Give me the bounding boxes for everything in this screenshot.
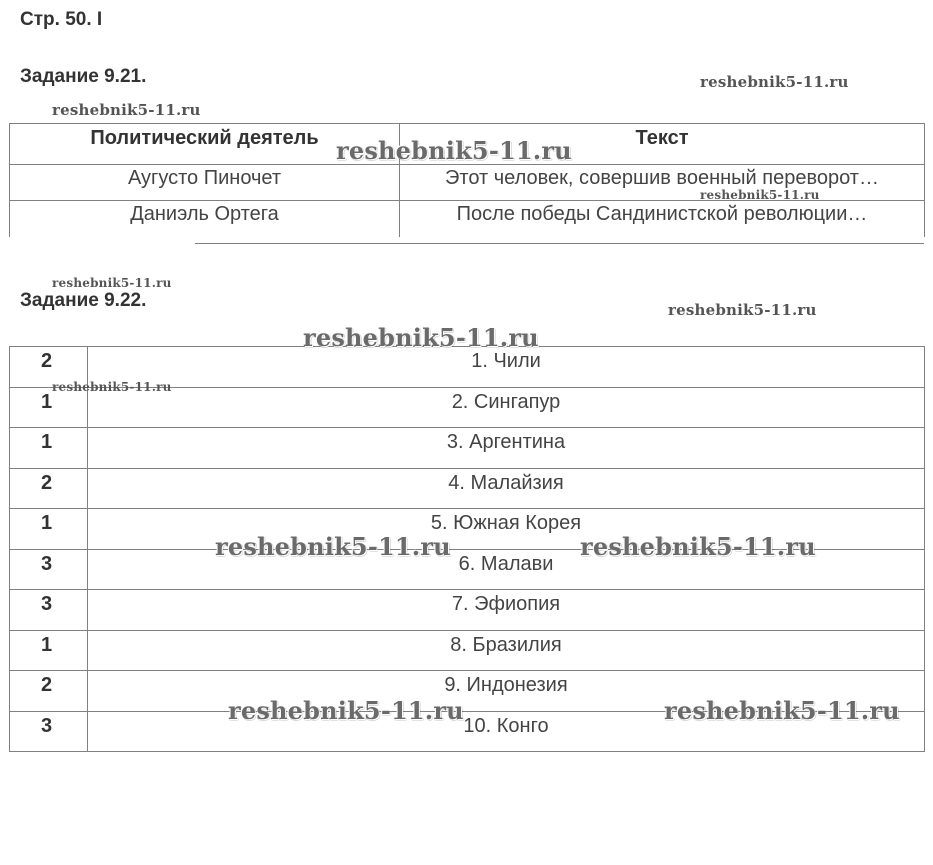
task-9-22-title: Задание 9.22. bbox=[20, 290, 147, 311]
group-number: 2 bbox=[10, 468, 88, 509]
country-name: 7. Эфиопия bbox=[88, 590, 925, 631]
group-number: 3 bbox=[10, 590, 88, 631]
table-row bbox=[10, 165, 925, 201]
politician-cell: Даниэль Ортега bbox=[10, 201, 400, 237]
group-number: 1 bbox=[10, 509, 88, 550]
watermark: reshebnik5-11.ru bbox=[52, 276, 172, 290]
country-name: 3. Аргентина bbox=[88, 428, 925, 469]
country-name: 10. Конго bbox=[88, 711, 925, 752]
watermark: reshebnik5-11.ru bbox=[700, 188, 820, 202]
table-row bbox=[10, 549, 925, 590]
group-number: 3 bbox=[10, 549, 88, 590]
text-cell: Этот человек, совершив военный переворот… bbox=[400, 165, 925, 201]
text-cell: После победы Сандинистской революции… bbox=[400, 201, 925, 237]
country-name: 9. Индонезия bbox=[88, 671, 925, 712]
watermark: reshebnik5-11.ru bbox=[228, 696, 464, 725]
table-row bbox=[10, 671, 925, 712]
group-number: 2 bbox=[10, 671, 88, 712]
column-header-text: Текст bbox=[400, 124, 925, 165]
watermark: reshebnik5-11.ru bbox=[52, 101, 201, 119]
watermark: reshebnik5-11.ru bbox=[303, 323, 539, 352]
group-number: 1 bbox=[10, 387, 88, 428]
group-number: 1 bbox=[10, 428, 88, 469]
task-9-22-table bbox=[9, 346, 925, 752]
task-9-21-title: Задание 9.21. bbox=[20, 66, 147, 87]
table-row bbox=[10, 509, 925, 550]
task-9-21-table bbox=[9, 123, 925, 237]
table-row bbox=[10, 428, 925, 469]
country-name: 6. Малави bbox=[88, 549, 925, 590]
watermark: reshebnik5-11.ru bbox=[668, 301, 817, 319]
table-row bbox=[10, 468, 925, 509]
column-header-politician: Политический деятель bbox=[10, 124, 400, 165]
table-row bbox=[10, 590, 925, 631]
group-number: 3 bbox=[10, 711, 88, 752]
politician-cell: Аугусто Пиночет bbox=[10, 165, 400, 201]
country-name: 2. Сингапур bbox=[88, 387, 925, 428]
country-name: 8. Бразилия bbox=[88, 630, 925, 671]
country-name: 5. Южная Корея bbox=[88, 509, 925, 550]
table-row bbox=[10, 387, 925, 428]
table-bottom-border bbox=[195, 243, 924, 244]
watermark: reshebnik5-11.ru bbox=[700, 73, 849, 91]
watermark: reshebnik5-11.ru bbox=[664, 696, 900, 725]
group-number: 1 bbox=[10, 630, 88, 671]
table-row bbox=[10, 201, 925, 237]
country-name: 4. Малайзия bbox=[88, 468, 925, 509]
watermark: reshebnik5-11.ru bbox=[215, 532, 451, 561]
country-name: 1. Чили bbox=[88, 347, 925, 388]
watermark: reshebnik5-11.ru bbox=[52, 380, 172, 394]
page-header: Стр. 50. I bbox=[20, 9, 103, 30]
group-number: 2 bbox=[10, 347, 88, 388]
watermark: reshebnik5-11.ru bbox=[336, 136, 572, 165]
table-row bbox=[10, 347, 925, 388]
table-header-row bbox=[10, 124, 925, 165]
table-row bbox=[10, 711, 925, 752]
table-row bbox=[10, 630, 925, 671]
watermark: reshebnik5-11.ru bbox=[580, 532, 816, 561]
